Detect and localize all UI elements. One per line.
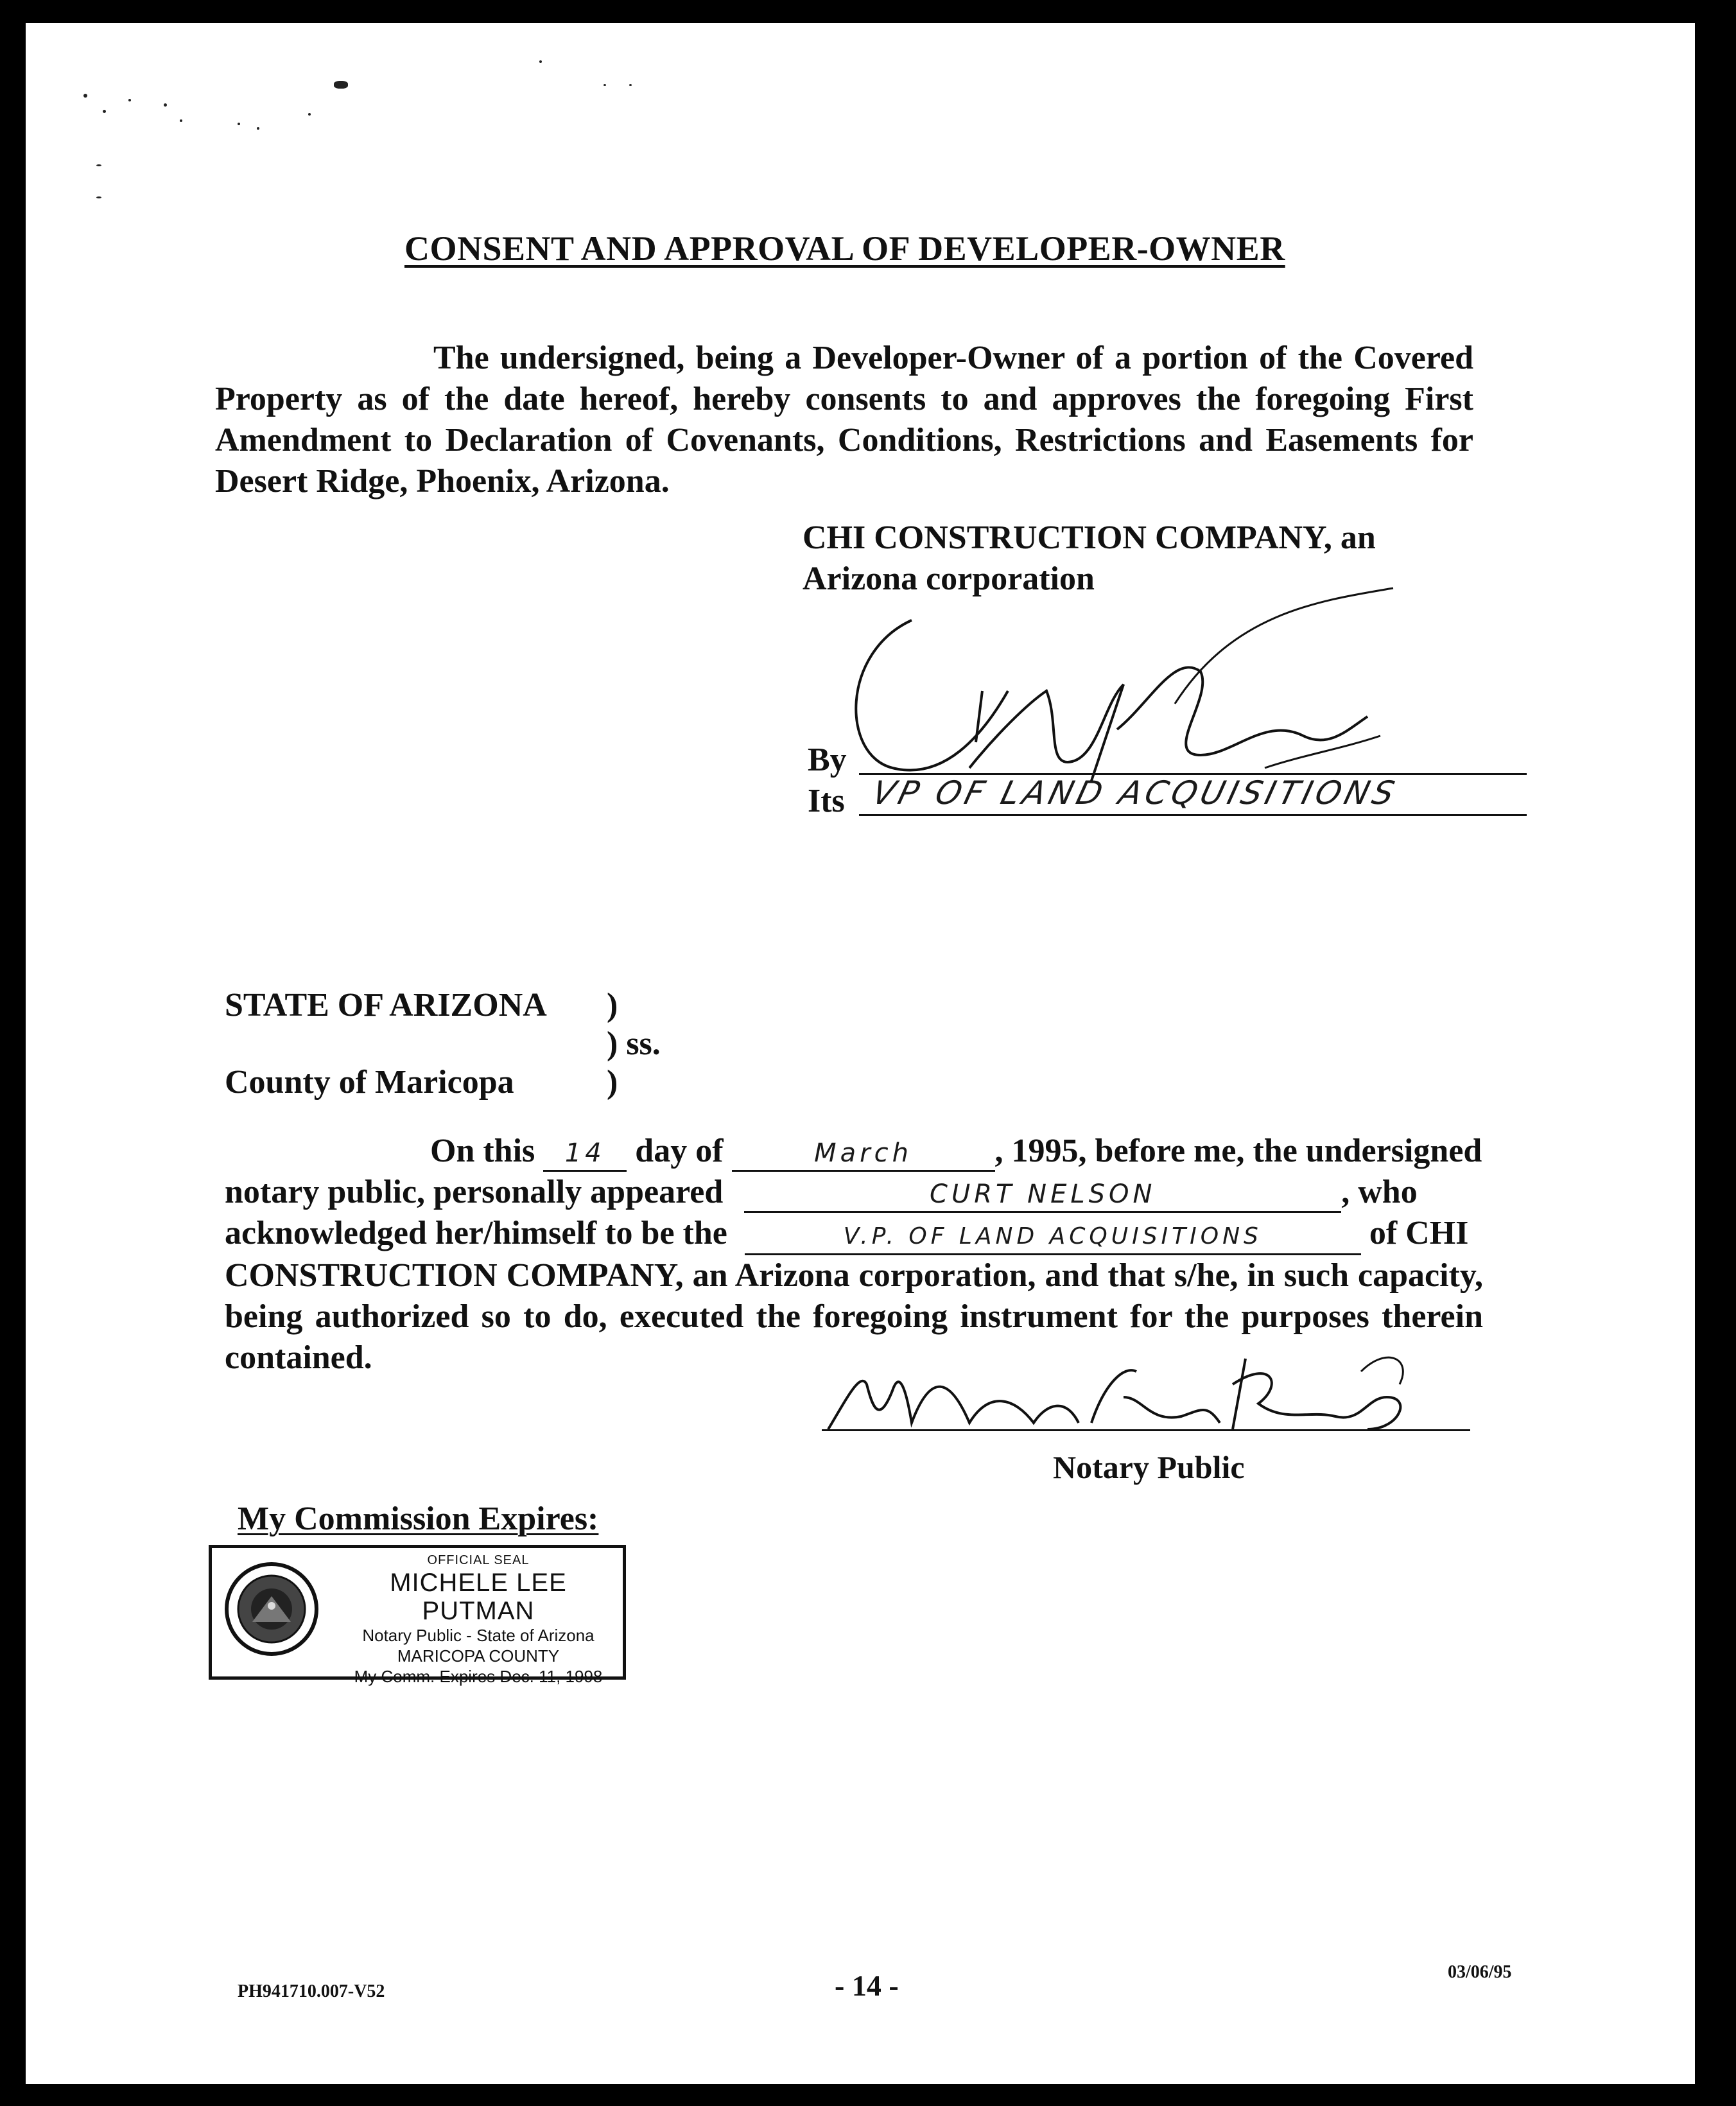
stamp-state: Notary Public - State of Arizona xyxy=(362,1626,595,1645)
notary-signature-icon xyxy=(822,1333,1412,1455)
ack-line2-end: , who xyxy=(1341,1174,1418,1210)
commission-expires-label: My Commission Expires: xyxy=(238,1501,599,1537)
consent-paragraph: The undersigned, being a Developer-Owner of a portion of the Covered Property as of the date hereof, hereby consents to and approves the foregoing First Amendment to Declaration of Covenants, Conditions, Restrictions and Easements for Desert Ridge, Phoenix, Arizona. xyxy=(215,340,1473,500)
footer-date: 03/06/95 xyxy=(1448,1962,1512,1982)
stamp-county: MARICOPA COUNTY xyxy=(397,1646,560,1666)
footer-page-number: - 14 - xyxy=(835,1969,899,2002)
ack-day-of: day of xyxy=(635,1133,724,1169)
developer-signature-icon xyxy=(815,575,1393,787)
ack-year-text: , 1995, before me, the undersigned xyxy=(994,1133,1482,1169)
venue-paren-2: ) xyxy=(607,1064,618,1101)
its-label: Its xyxy=(808,783,845,819)
ack-on-this: On this xyxy=(430,1133,535,1169)
its-handwritten-title: VP OF LAND ACQUISITIONS xyxy=(868,774,1402,812)
ack-day-field xyxy=(543,1135,627,1172)
ack-title-field xyxy=(745,1217,1361,1255)
ack-month-value: March xyxy=(814,1138,912,1168)
its-line xyxy=(859,814,1527,816)
company-line-1: CHI CONSTRUCTION COMPANY, an xyxy=(803,519,1376,556)
venue-ss: ) ss. xyxy=(607,1025,661,1062)
notary-public-label: Notary Public xyxy=(1053,1449,1245,1485)
stamp-official-seal: OFFICIAL SEAL xyxy=(427,1553,530,1567)
notary-stamp xyxy=(209,1545,626,1686)
ack-title-value: V.P. OF LAND ACQUISITIONS xyxy=(843,1223,1262,1249)
ack-line3-end: of CHI xyxy=(1369,1215,1469,1251)
venue-paren-1: ) xyxy=(607,987,618,1023)
by-label: By xyxy=(808,742,847,778)
arizona-seal-icon xyxy=(223,1561,320,1657)
ack-line2-start: notary public, personally appeared xyxy=(225,1174,724,1210)
ack-person-value: CURT NELSON xyxy=(930,1179,1156,1209)
stamp-expiration: My Comm. Expires Dec. 11, 1998 xyxy=(354,1667,603,1686)
footer-doc-code: PH941710.007-V52 xyxy=(238,1981,385,2001)
stamp-text xyxy=(340,1552,616,1687)
venue-state: STATE OF ARIZONA xyxy=(225,987,547,1023)
document-title: CONSENT AND APPROVAL OF DEVELOPER-OWNER xyxy=(404,229,1285,268)
ack-rest: CONSTRUCTION COMPANY, an Arizona corporation, and that s/he, in such capacity, being authorized so to do, executed the foregoing instrument for the purposes therein contained. xyxy=(225,1257,1483,1376)
ack-line3-start: acknowledged her/himself to be the xyxy=(225,1215,727,1251)
company-line-2: Arizona corporation xyxy=(803,561,1095,597)
ack-person-field xyxy=(744,1176,1341,1213)
ack-day-value: 14 xyxy=(564,1138,605,1168)
ack-month-field xyxy=(732,1135,995,1172)
notary-signature-line xyxy=(822,1429,1470,1431)
stamp-notary-name: MICHELE LEE PUTMAN xyxy=(390,1569,567,1625)
venue-county: County of Maricopa xyxy=(225,1064,514,1101)
document-page xyxy=(26,23,1695,2084)
